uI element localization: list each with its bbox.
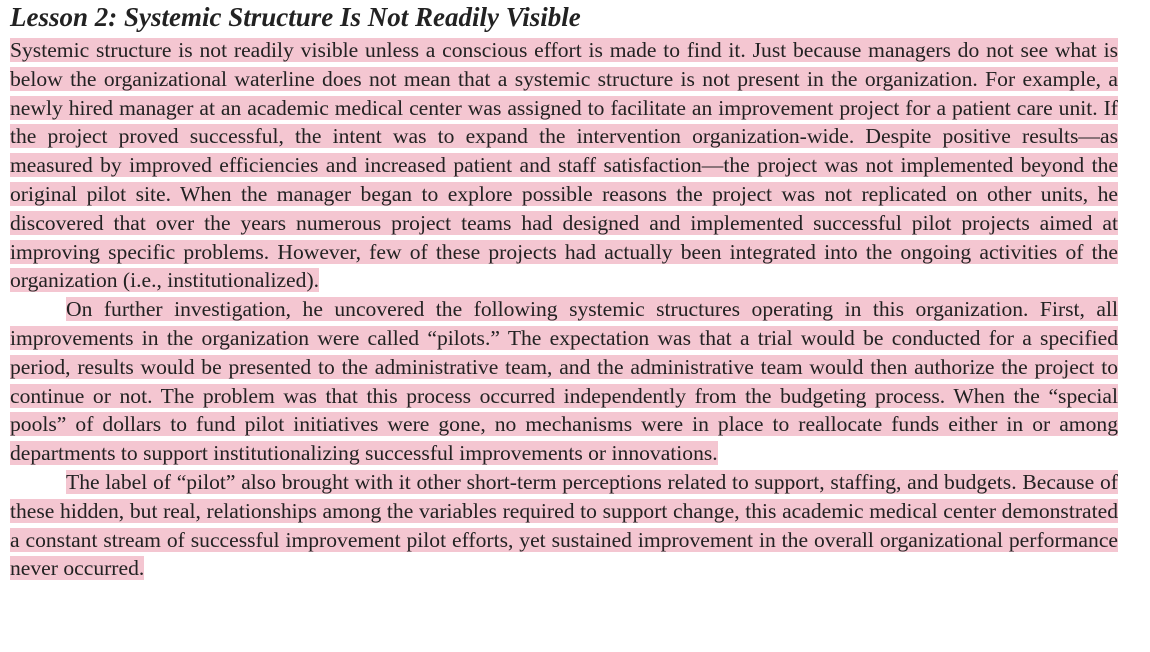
paragraph-1 — [10, 36, 1118, 295]
highlighted-text: On further investigation, he uncovered the following systemic structures operating in this organization. First, all improvements in the organization were called “pilots.” The expectation was that a trial would be conducted for a specified period, results would be presented to the administrative team, and the administrative team would then authorize the project to continue or not. The problem was that this process occurred independently from the budgeting process. When the “special pools” of dollars to fund pilot initiatives were gone, no mechanisms were in place to reallocate funds either in or among departments to support institutionalizing successful improvements or innovations. — [10, 297, 1118, 466]
lesson-heading: Lesson 2: Systemic Structure Is Not Readily Visible — [10, 2, 581, 32]
document-page — [10, 0, 1118, 583]
highlighted-text: Systemic structure is not readily visible unless a conscious effort is made to find it. Just because managers do not see what is below the organizational waterline does not mean that a systemic structure is not present in the organization. For example, a newly hired manager at an academic medical center was assigned to facilitate an improvement project for a patient care unit. If the project proved successful, the intent was to expand the intervention organization-wide. Despite positive results—as measured by improved efficiencies and increased patient and staff satisfaction—the project was not implemented beyond the original pilot site. When the manager began to explore possible reasons the project was not replicated on other units, he discovered that over the years numerous project teams had designed and implemented successful pilot projects aimed at improving specific problems. However, few of these projects had actually been integrated into the ongoing activities of the organization (i.e., institutionalized). — [10, 38, 1118, 293]
highlighted-text: The label of “pilot” also brought with it other short-term perceptions related to support, staffing, and budgets. Because of these hidden, but real, relationships among the variables required to support change, this academic medical center demonstrated a constant stream of successful improvement pilot efforts, yet sustained improvement in the overall organizational performance never occurred. — [10, 469, 1118, 581]
paragraph-3 — [10, 468, 1118, 583]
paragraph-2 — [10, 295, 1118, 468]
